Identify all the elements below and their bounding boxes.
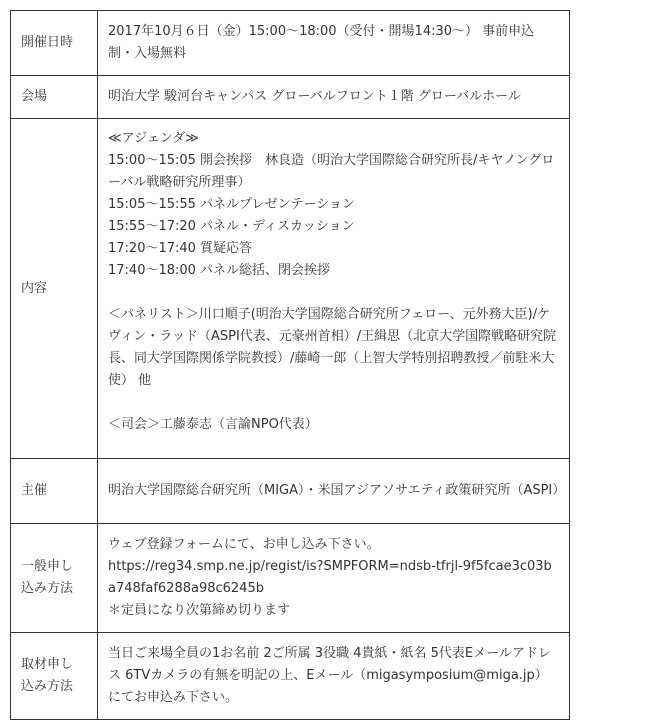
- general-application-label-line: 一般申し: [21, 559, 74, 574]
- registration-link[interactable]: https://reg34.smp.ne.jp/regist/is?SMPFORM=ndsb-tfrjl-9f5fcae3c03ba748faf6288a98c6245b: [108, 559, 552, 596]
- agenda-item: 15:55～17:20 パネル・ディスカッション: [108, 219, 355, 234]
- host-label: 主催: [11, 459, 98, 524]
- date-label: 開催日時: [11, 11, 98, 76]
- blank-line: [108, 282, 559, 304]
- event-info-table: [10, 10, 570, 720]
- application-instruction: ウェブ登録フォームにて、お申し込み下さい。: [108, 537, 380, 552]
- blank-line: [108, 392, 559, 414]
- capacity-note: ＊定員になり次第締め切ります: [108, 603, 291, 618]
- general-application-label-line: 込み方法: [21, 581, 74, 596]
- table-row: [11, 459, 570, 524]
- table-row: [11, 633, 570, 720]
- table-row: [11, 524, 570, 633]
- press-application-label-line: 込み方法: [21, 679, 74, 694]
- table-row: [11, 119, 570, 459]
- content-value: [98, 119, 570, 459]
- date-value: 2017年10月６日（金）15:00～18:00（受付・開場14:30～） 事前申込制・入場無料: [98, 11, 570, 76]
- agenda-item: 17:40～18:00 パネル総括、閉会挨拶: [108, 263, 331, 278]
- agenda-heading: ≪アジェンダ≫: [108, 131, 199, 146]
- table-row: [11, 11, 570, 76]
- general-application-label: [11, 524, 98, 633]
- table-row: [11, 76, 570, 119]
- venue-label: 会場: [11, 76, 98, 119]
- general-application-value: [98, 524, 570, 633]
- venue-value: 明治大学 駿河台キャンパス グローバルフロント１階 グローバルホール: [98, 76, 570, 119]
- press-application-label-line: 取材申し: [21, 657, 74, 672]
- host-value: 明治大学国際総合研究所（MIGA）・米国アジアソサエティ政策研究所（ASPI）: [98, 459, 570, 524]
- panelists-text: ＜パネリスト＞川口順子(明治大学国際総合研究所フェロー、元外務大臣)/ケヴィン・ラッド（ASPI代表、元豪州首相）/王緝思（北京大学国際戦略研究院長、同大学国際関係学院教授）/藤崎一郎（上智大学特別招聘教授／前駐米大使） 他: [108, 307, 557, 388]
- agenda-item: 15:00～15:05 開会挨拶 林良造（明治大学国際総合研究所長/キヤノングローバル戦略研究所理事）: [108, 153, 555, 190]
- press-application-label: [11, 633, 98, 720]
- press-application-value: 当日ご来場全員の1お名前 2ご所属 3役職 4貴紙・紙名 5代表Eメールアドレス 6TVカメラの有無を明記の上、Eメール（migasymposium@miga.jp）にてお申込み下さい。: [98, 633, 570, 720]
- content-label: 内容: [11, 119, 98, 459]
- agenda-item: 15:05～15:55 パネルプレゼンテーション: [108, 197, 356, 212]
- agenda-item: 17:20～17:40 質疑応答: [108, 241, 253, 256]
- moderator-text: ＜司会＞工藤泰志（言論NPO代表）: [108, 417, 318, 432]
